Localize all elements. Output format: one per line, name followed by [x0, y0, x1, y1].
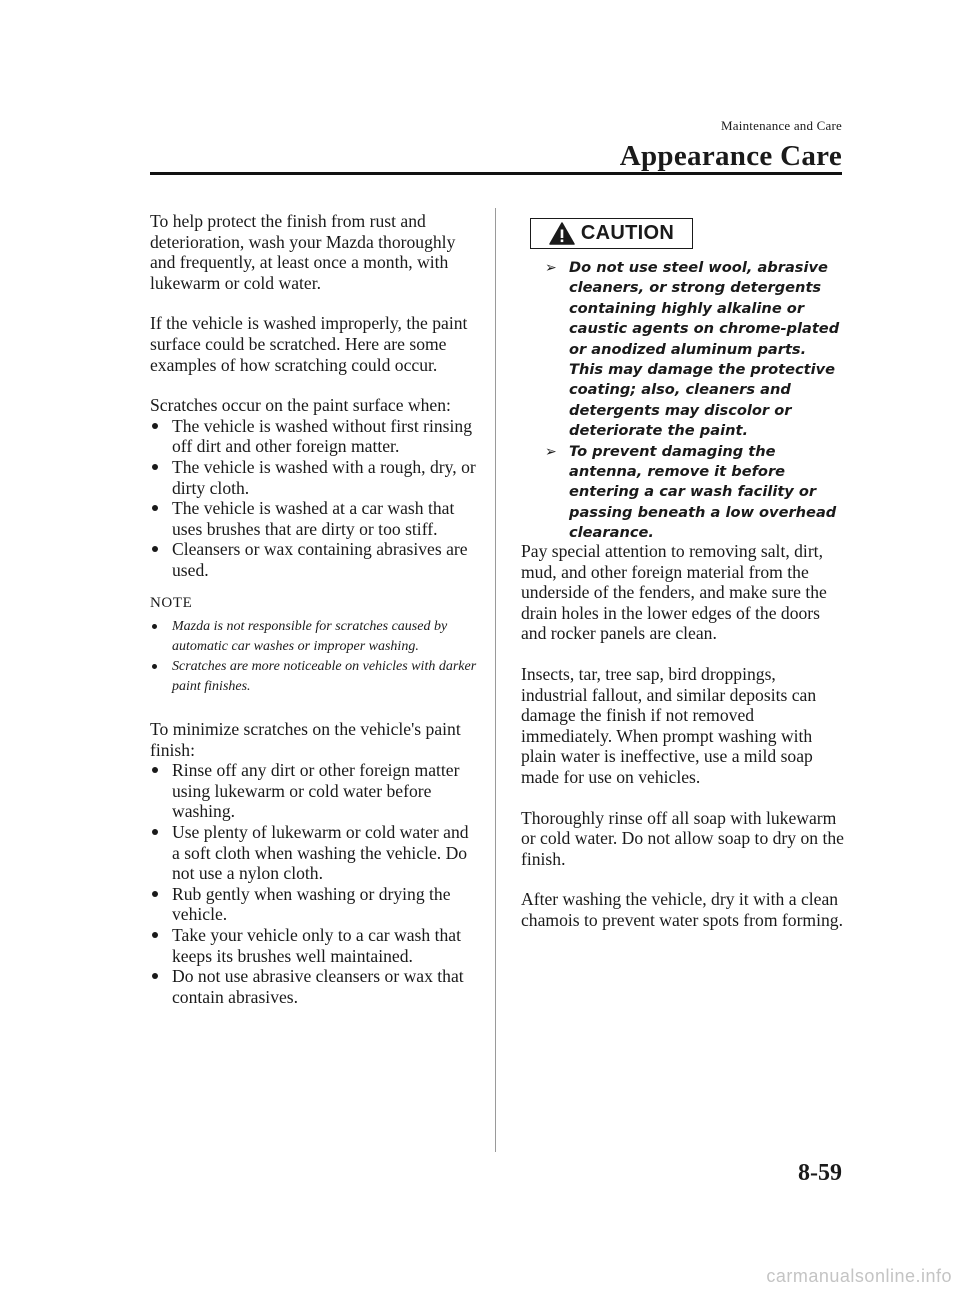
bullet-icon	[152, 464, 158, 470]
bullet-icon	[152, 973, 158, 979]
rinse-paragraph: Thoroughly rinse off all soap with lukewarm or cold water. Do not allow soap to dry on the finish.	[521, 807, 844, 869]
list-item: Take your vehicle only to a car wash that keeps its brushes well maintained.	[150, 925, 480, 966]
scratch-intro: Scratches occur on the paint surface when:	[150, 395, 451, 416]
caution-header	[530, 218, 693, 249]
tips-list	[150, 760, 480, 1007]
improper-wash-paragraph: If the vehicle is washed improperly, the paint surface could be scratched. Here are some examples of how scratching could occur.	[150, 313, 468, 375]
caution-label: CAUTION	[580, 222, 675, 244]
bullet-icon	[152, 546, 158, 552]
header-rule	[150, 172, 842, 175]
notes-list	[150, 617, 480, 697]
list-item: Rub gently when washing or drying the vehicle.	[150, 884, 480, 925]
arrow-bullet-icon: ➢	[545, 260, 557, 276]
bullet-icon	[152, 664, 157, 669]
watermark: carmanualsonline.info	[766, 1266, 952, 1286]
minimize-intro: To minimize scratches on the vehicle's paint finish:	[150, 719, 461, 760]
note-item: Scratches are more noticeable on vehicles with darker paint finishes.	[150, 657, 480, 697]
bullet-icon	[152, 423, 158, 429]
list-item: The vehicle is washed at a car wash that uses brushes that are dirty or too stiff.	[150, 498, 480, 539]
caution-item: ➢ Do not use steel wool, abrasive cleaners, or strong detergents containing highly alkaline or caustic agents on chrome-plated or anodized aluminum parts. This may damage the protective coating; also, cleaners and detergents may discolor or deteriorate the paint.	[545, 259, 840, 440]
section-name: Maintenance and Care	[721, 118, 842, 133]
arrow-bullet-icon: ➢	[545, 443, 557, 460]
warning-triangle-icon	[549, 222, 575, 245]
caution-list	[545, 258, 845, 544]
note-label: NOTE	[150, 594, 193, 611]
list-item: Do not use abrasive cleansers or wax that contain abrasives.	[150, 966, 480, 1007]
bullet-icon	[152, 767, 158, 773]
page-title: Appearance Care	[619, 140, 842, 172]
deposits-paragraph: Insects, tar, tree sap, bird droppings, industrial fallout, and similar deposits can damage the finish if not removed immediately. When prompt washing with plain water is ineffective, use a mild soap made for use on vehicles.	[521, 663, 817, 787]
bullet-icon	[152, 829, 158, 835]
bullet-icon	[152, 891, 158, 897]
right-column	[521, 541, 846, 951]
underside-paragraph: Pay special attention to removing salt, dirt, mud, and other foreign material from the underside of the fenders, and make sure the drain holes in the lower edges of the doors and rocker panels are clean.	[521, 541, 827, 644]
caution-item: ➢ To prevent damaging the antenna, remove it before entering a car wash facility or passing beneath a low overhead clearance.	[545, 442, 837, 542]
list-item: Rinse off any dirt or other foreign matter using lukewarm or cold water before washing.	[150, 760, 480, 822]
note-item: Mazda is not responsible for scratches caused by automatic car washes or improper washing.	[150, 617, 480, 657]
scratch-causes-list	[150, 416, 480, 581]
page-number: 8-59	[798, 1160, 842, 1186]
bullet-icon	[152, 932, 158, 938]
column-divider	[495, 208, 496, 1152]
left-column	[150, 211, 480, 1019]
list-item: Use plenty of lukewarm or cold water and a soft cloth when washing the vehicle. Do not use a nylon cloth.	[150, 822, 480, 884]
intro-paragraph: To help protect the finish from rust and deterioration, wash your Mazda thoroughly and frequently, at least once a month, with lukewarm or cold water.	[150, 211, 456, 293]
list-item: The vehicle is washed without first rinsing off dirt and other foreign matter.	[150, 416, 480, 457]
list-item: Cleansers or wax containing abrasives are used.	[150, 539, 480, 580]
bullet-icon	[152, 505, 158, 511]
dry-paragraph: After washing the vehicle, dry it with a clean chamois to prevent water spots from forming.	[521, 889, 843, 930]
list-item: The vehicle is washed with a rough, dry, or dirty cloth.	[150, 457, 480, 498]
bullet-icon	[152, 624, 157, 629]
page-header	[620, 118, 842, 173]
